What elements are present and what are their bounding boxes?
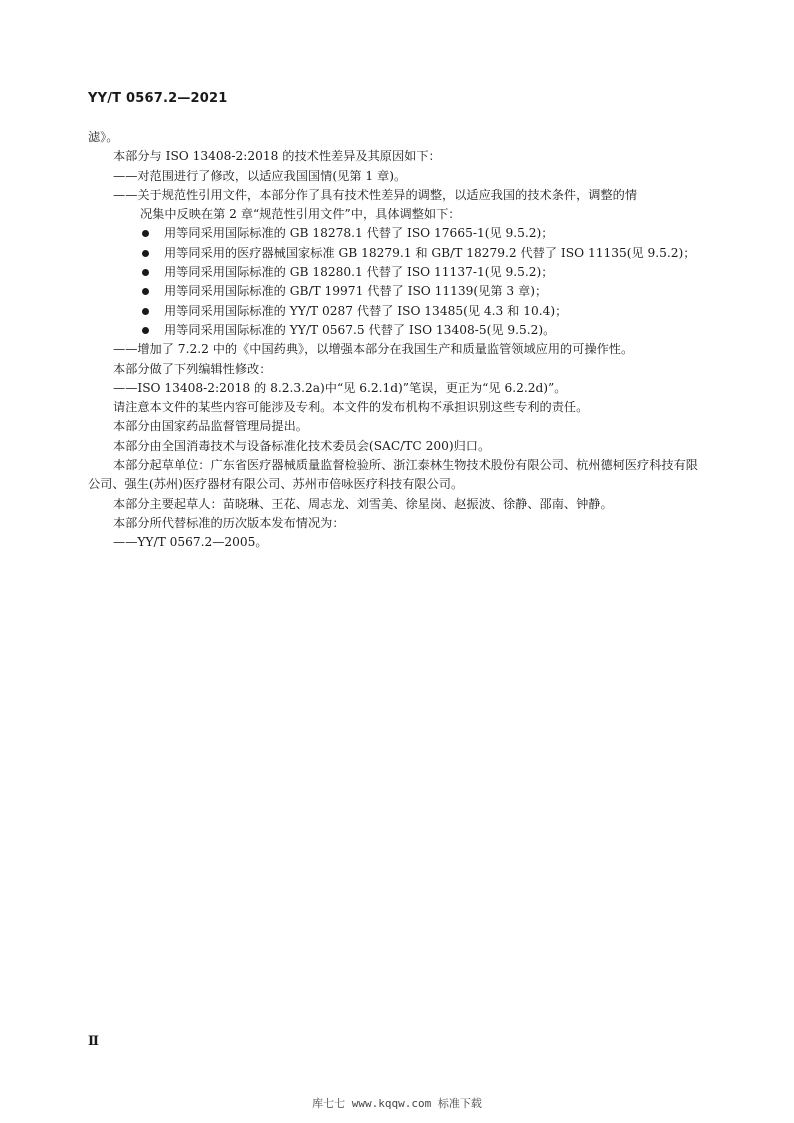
paragraph-proposer: 本部分由国家药品监督管理局提出。	[113, 419, 308, 434]
bullet-dot-icon	[142, 327, 149, 334]
bullet-dot-icon	[142, 308, 149, 315]
dash-item-previous-edition: ——YY/T 0567.2—2005。	[113, 535, 268, 550]
footer-watermark: 库七七 www.kqqw.com 标准下载	[312, 1097, 482, 1110]
dash-item-editorial-fix: ——ISO 13408-2:2018 的 8.2.3.2a)中“见 6.2.1d)”笔误，更正为“见 6.2.2d)”。	[113, 380, 567, 395]
paragraph-drafters: 本部分主要起草人：苗晓琳、王花、周志龙、刘雪美、徐星岗、赵振波、徐静、邵南、钟静。	[113, 496, 613, 511]
paragraph-drafting-units: 本部分起草单位：广东省医疗器械质量监督检验所、浙江泰林生物技术股份有限公司、杭州德柯医疗科技有限公司、强生(苏州)医疗器材有限公司、苏州市倍咏医疗科技有限公司。	[88, 458, 698, 492]
paragraph-history-intro: 本部分所代替标准的历次版本发布情况为：	[113, 515, 345, 530]
bullet-item: 用等同采用国际标准的 YY/T 0567.5 代替了 ISO 13408-5(见 9.5.2)。	[88, 321, 710, 340]
bullet-dot-icon	[142, 288, 149, 295]
page-number: Ⅱ	[88, 1034, 99, 1049]
dash-item-pharmacopoeia: ——增加了 7.2.2 中的《中国药典》，以增强本部分在我国生产和质量监管领域应用的可操作性。	[113, 342, 634, 357]
bullet-dot-icon	[142, 269, 149, 276]
document-code-header: YY/T 0567.2—2021	[88, 91, 228, 106]
paragraph-patent-notice: 请注意本文件的某些内容可能涉及专利。本文件的发布机构不承担识别这些专利的责任。	[113, 400, 589, 415]
paragraph-continuation: 滤》。	[88, 130, 119, 144]
bullet-item: 用等同采用国际标准的 YY/T 0287 代替了 ISO 13485(见 4.3 和 10.4)；	[88, 302, 710, 321]
dash-item-normative-refs: ——关于规范性引用文件，本部分作了具有技术性差异的调整，以适应我国的技术条件，调整的情	[113, 187, 638, 202]
dash-item-normative-refs-cont: 况集中反映在第 2 章“规范性引用文件”中，具体调整如下：	[140, 207, 461, 222]
bullet-dot-icon	[142, 250, 149, 257]
bullet-item: 用等同采用国际标准的 GB 18280.1 代替了 ISO 11137-1(见 9.5.2)；	[88, 263, 710, 282]
paragraph-committee: 本部分由全国消毒技术与设备标准化技术委员会(SAC/TC 200)归口。	[113, 438, 491, 453]
paragraph-editorial-intro: 本部分做了下列编辑性修改：	[113, 361, 272, 376]
paragraph-tech-differences-intro: 本部分与 ISO 13408-2:2018 的技术性差异及其原因如下：	[113, 149, 441, 164]
dash-item-scope: ——对范围进行了修改，以适应我国国情(见第 1 章)。	[113, 168, 407, 183]
document-body	[88, 128, 710, 553]
bullet-dot-icon	[142, 230, 149, 237]
bullet-item: 用等同采用国际标准的 GB/T 19971 代替了 ISO 11139(见第 3 章)；	[88, 282, 710, 301]
bullet-item: 用等同采用国际标准的 GB 18278.1 代替了 ISO 17665-1(见 9.5.2)；	[88, 224, 710, 243]
bullet-item: 用等同采用的医疗器械国家标准 GB 18279.1 和 GB/T 18279.2 代替了 ISO 11135(见 9.5.2)；	[88, 244, 710, 263]
